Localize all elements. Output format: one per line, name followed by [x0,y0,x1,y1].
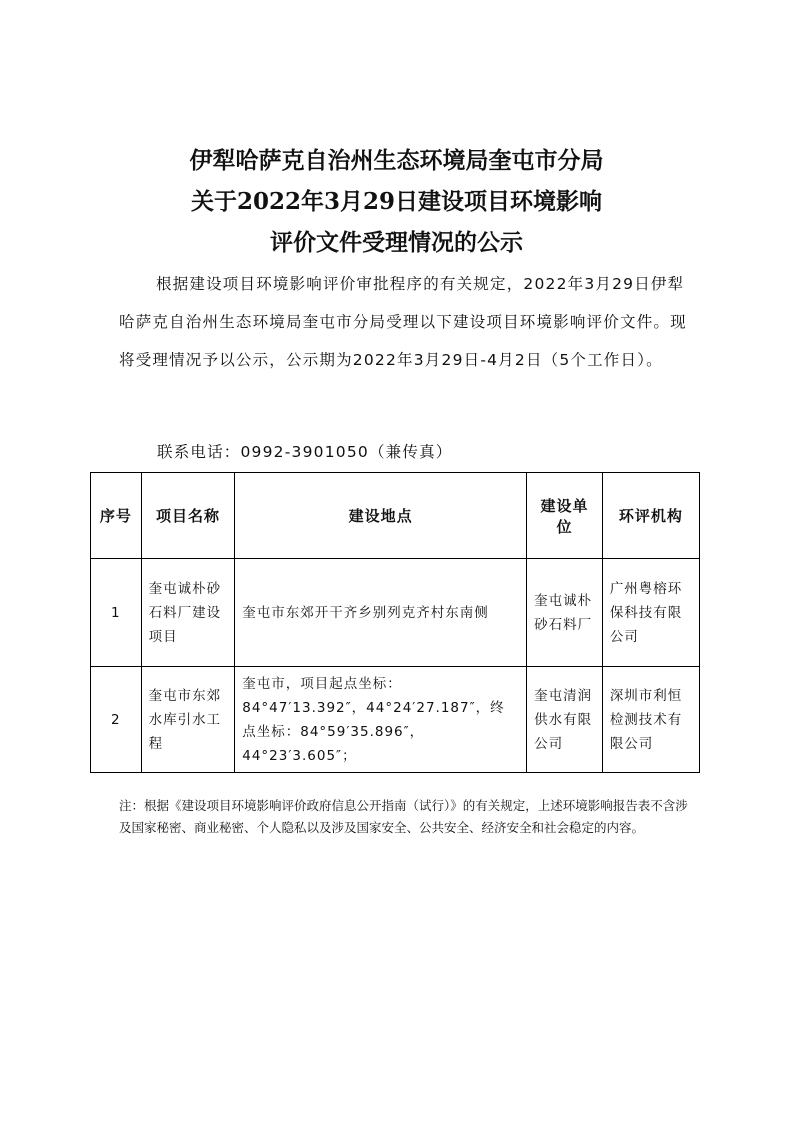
cell-unit: 奎屯清润供水有限公司 [527,667,603,773]
cell-unit: 奎屯诚朴砂石料厂 [527,559,603,667]
cell-no: 2 [91,667,142,773]
acceptance-table [90,472,700,773]
title-line-2: 关于2022年3月29日建设项目环境影响 [190,188,603,215]
footnote: 注：根据《建设项目环境影响评价政府信息公开指南（试行）》的有关规定，上述环境影响报告表不含涉及国家秘密、商业秘密、个人隐私以及涉及国家安全、公共安全、经济安全和社会稳定的内容。 [119,798,688,835]
header-no: 序号 [91,473,142,559]
cell-project-name: 奎屯市东郊水库引水工程 [141,667,235,773]
table-row [91,559,700,667]
cell-no: 1 [91,559,142,667]
contact-line: 联系电话：0992-3901050（兼传真） [157,443,453,461]
cell-org: 深圳市利恒检测技术有限公司 [602,667,699,773]
cell-site: 奎屯市东郊开干齐乡别列克齐村东南侧 [235,559,527,667]
header-unit: 建设单位 [527,473,603,559]
header-site: 建设地点 [235,473,527,559]
cell-site: 奎屯市，项目起点坐标：84°47′13.392″，44°24′27.187″，终点坐标：84°59′35.896″，44°23′3.605″； [235,667,527,773]
cell-org: 广州粤榕环保科技有限公司 [602,559,699,667]
title-line-3: 评价文件受理情况的公示 [270,229,523,256]
header-org: 环评机构 [602,473,699,559]
body-paragraph: 根据建设项目环境影响评价审批程序的有关规定，2022年3月29日伊犁哈萨克自治州生态环境局奎屯市分局受理以下建设项目环境影响评价文件。现将受理情况予以公示，公示期为2022年3月29日-4月2日（5个工作日）。 [119,275,687,369]
table-row [91,667,700,773]
cell-project-name: 奎屯诚朴砂石料厂建设项目 [141,559,235,667]
header-project-name: 项目名称 [141,473,235,559]
title-line-1: 伊犁哈萨克自治州生态环境局奎屯市分局 [189,147,604,174]
